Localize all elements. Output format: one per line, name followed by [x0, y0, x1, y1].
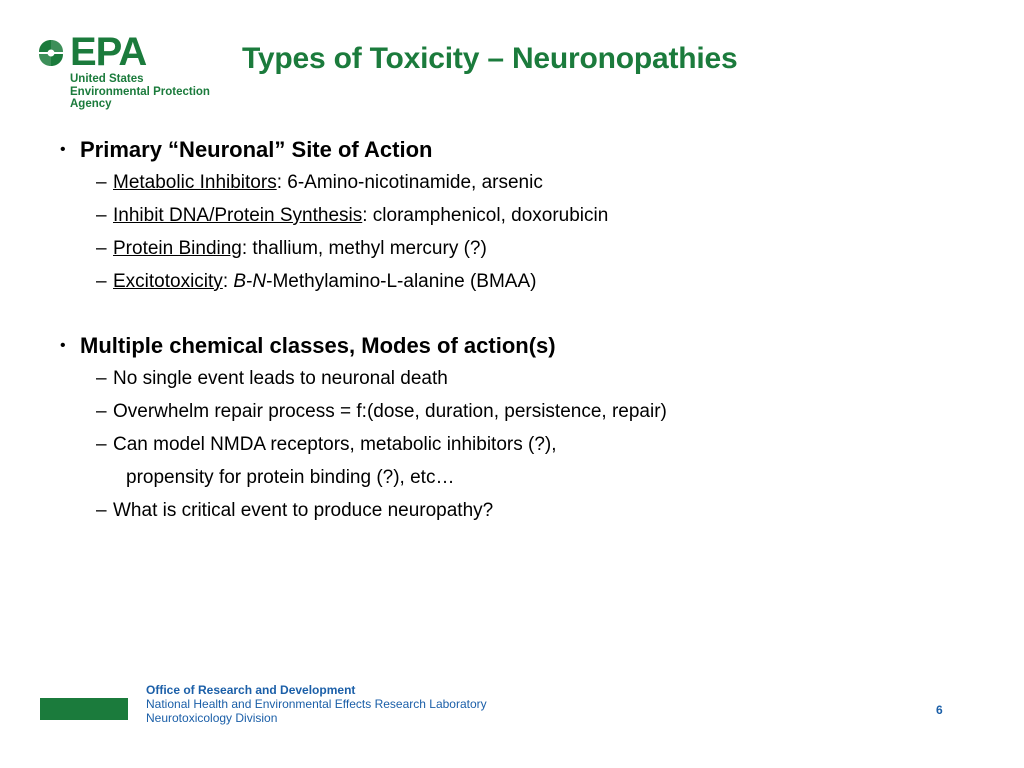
hyphen: -: [246, 271, 253, 292]
term-label: Excitotoxicity: [113, 271, 223, 292]
agency-line: United States: [70, 73, 144, 85]
bullet-multiple-classes: [60, 330, 960, 362]
bullet-symbol: •: [60, 337, 66, 354]
bullet-primary-site: [60, 134, 960, 166]
dash-symbol: –: [96, 500, 107, 521]
epa-flower-icon: [34, 36, 68, 70]
slide-content: [60, 134, 960, 527]
sub-item-metabolic-inhibitors: [60, 166, 960, 199]
sub-item-overwhelm-repair: [60, 395, 960, 428]
slide-title: Types of Toxicity – Neuronopathies: [242, 42, 738, 75]
dash-symbol: –: [96, 205, 107, 226]
term-label: Metabolic Inhibitors: [113, 172, 277, 193]
agency-line: Agency: [70, 98, 112, 110]
sub-item-text: Overwhelm repair process = f:(dose, duration, persistence, repair): [113, 401, 667, 422]
footer-green-bar: [40, 698, 128, 720]
footer-division: Neurotoxicology Division: [146, 711, 278, 725]
sub-item-protein-binding: [60, 232, 960, 265]
sub-item-text: What is critical event to produce neuropathy?: [113, 500, 494, 521]
footer-text: [146, 683, 487, 725]
sub-item-can-model: [60, 428, 960, 461]
term-label: Protein Binding: [113, 238, 242, 259]
italic-b: B: [233, 271, 247, 292]
agency-line: Environmental Protection: [70, 85, 210, 98]
term-separator: :: [222, 271, 234, 292]
term-description: : cloramphenicol, doxorubicin: [362, 205, 609, 226]
dash-symbol: –: [96, 434, 107, 455]
bullet-symbol: •: [60, 141, 66, 158]
bullet-heading: Primary “Neuronal” Site of Action: [80, 137, 433, 162]
term-label: Inhibit DNA/Protein Synthesis: [113, 205, 363, 226]
italic-n: N: [252, 271, 267, 292]
epa-logo: [34, 30, 224, 114]
sub-item-inhibit-synthesis: [60, 199, 960, 232]
dash-symbol: –: [96, 238, 107, 259]
dash-symbol: –: [96, 172, 107, 193]
dash-symbol: –: [96, 368, 107, 389]
bullet-heading: Multiple chemical classes, Modes of action(s): [80, 333, 556, 358]
sub-item-no-single-event: [60, 362, 960, 395]
footer-lab: National Health and Environmental Effects Research Laboratory: [146, 697, 487, 711]
epa-wordmark: EPA: [70, 30, 147, 74]
term-description: : thallium, methyl mercury (?): [241, 238, 487, 259]
sub-item-continuation: propensity for protein binding (?), etc…: [126, 467, 455, 488]
sub-item-text: No single event leads to neuronal death: [113, 368, 448, 389]
footer-office: Office of Research and Development: [146, 683, 356, 697]
sub-item-text: Can model NMDA receptors, metabolic inhibitors (?),: [113, 434, 557, 455]
term-description: : 6-Amino-nicotinamide, arsenic: [276, 172, 543, 193]
dash-symbol: –: [96, 401, 107, 422]
agency-name: [70, 73, 210, 111]
sub-item-excitotoxicity: [60, 265, 960, 298]
dash-symbol: –: [96, 271, 107, 292]
page-number: 6: [936, 703, 943, 717]
term-description: -Methylamino-L-alanine (BMAA): [266, 271, 537, 292]
sub-item-critical-event: [60, 494, 960, 527]
